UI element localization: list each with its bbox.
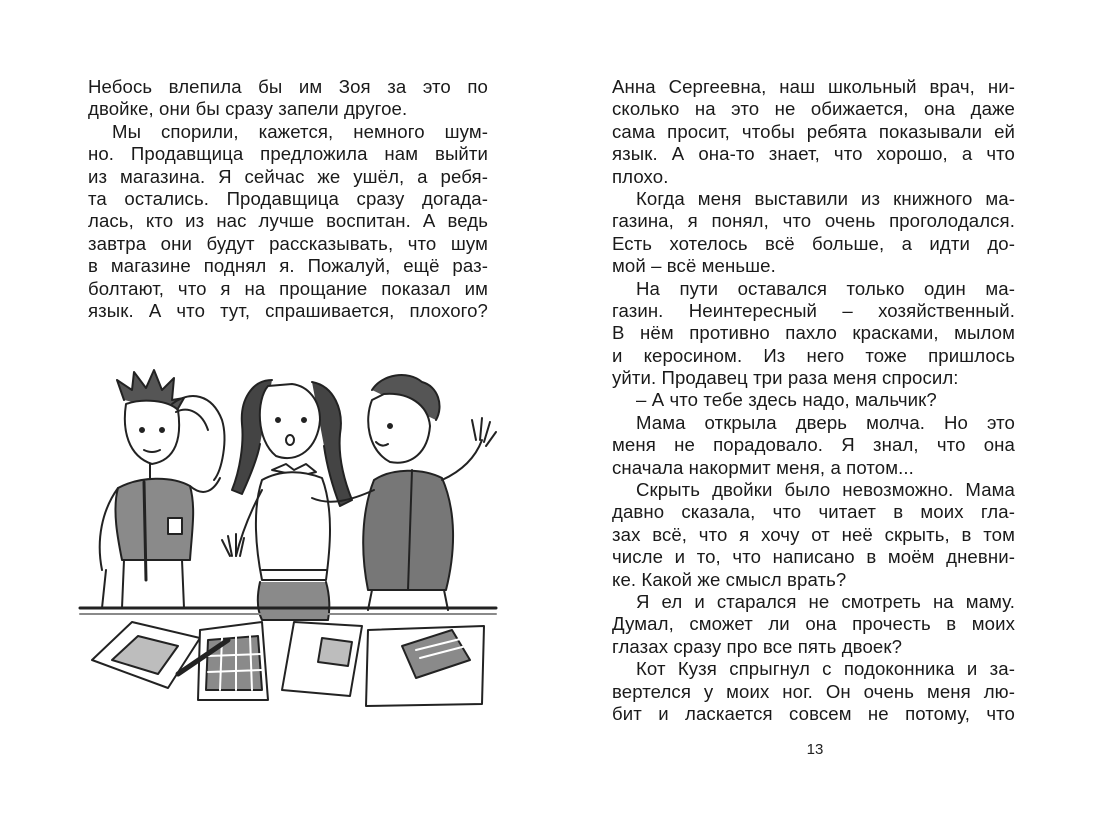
right-page-text: [612, 76, 1015, 725]
text-line: болтают, что я на прощание показал им: [88, 277, 488, 299]
text-line: плохо.: [612, 165, 669, 187]
text-line: меня не порадовало. Я знал, что она: [612, 434, 1015, 456]
text-line: но. Продавщица предложила нам выйти: [88, 143, 488, 165]
text-line: сколько на это не обижается, она даже: [612, 98, 1015, 120]
text-line: вертелся у моих ног. Он очень меня лю-: [612, 680, 1015, 702]
text-line: та остались. Продавщица сразу догада-: [88, 187, 488, 209]
text-line: из магазина. Я сейчас же ушёл, а ребя-: [88, 165, 488, 187]
text-line: Я ел и старался не смотреть на маму.: [636, 590, 1015, 612]
right-page: [550, 0, 1100, 825]
text-line: в магазине поднял я. Пожалуй, ещё раз-: [88, 255, 488, 277]
text-line: и керосином. Из него тоже пришлось: [612, 344, 1015, 366]
text-line: ке. Какой же смысл врать?: [612, 568, 847, 590]
text-line: мой – всё меньше.: [612, 255, 776, 277]
text-line: язык. А она-то знает, что хорошо, а что: [612, 143, 1015, 165]
left-page-text: [88, 76, 488, 322]
text-line: газин. Неинтересный – хозяйственный.: [612, 299, 1015, 321]
text-line: В нём противно пахло красками, мылом: [612, 322, 1015, 344]
text-line: Думал, сможет ли она прочесть в моих: [612, 613, 1015, 635]
text-line: уйти. Продавец три раза меня спросил:: [612, 367, 959, 389]
text-line: – А что тебе здесь надо, мальчик?: [636, 389, 937, 411]
text-line: Небось влепила бы им Зоя за это по: [88, 76, 488, 97]
text-line: На пути оставался только один ма-: [636, 277, 1015, 299]
notebooks: [92, 622, 484, 706]
text-line: Кот Кузя спрыгнул с подоконника и за-: [636, 658, 1015, 680]
text-line: числе и то, что написано в моём дневни-: [612, 546, 1015, 568]
page-number: 13: [806, 741, 824, 758]
text-line: давно сказала, что читает в моих гла-: [612, 501, 1015, 523]
text-line: бит и ласкается совсем не потому, что: [612, 702, 1015, 724]
text-line: зах всё, что я хочу от неё скрыть, в том: [612, 523, 1015, 545]
text-line: лась, кто из нас лучше воспитан. А ведь: [88, 210, 488, 232]
text-line: Мама открыла дверь молча. Но это: [636, 411, 1015, 433]
text-line: завтра они будут рассказывать, что шум: [88, 232, 488, 254]
text-line: двойке, они бы сразу запели другое.: [88, 98, 408, 120]
text-line: сначала накормит меня, а потом...: [612, 456, 914, 478]
text-line: газина, я понял, что очень проголодался.: [612, 210, 1015, 232]
text-line: Анна Сергеевна, наш школьный врач, ни-: [612, 76, 1015, 97]
text-line: язык. А что тут, спрашивается, плохого?: [88, 299, 488, 321]
text-line: Есть хотелось всё больше, а идти до-: [612, 232, 1015, 254]
text-line: сама просит, чтобы ребята показывали ей: [612, 120, 1015, 142]
text-line: глазах сразу про все пять двоек?: [612, 635, 903, 657]
left-boy-figure: [100, 370, 225, 608]
children-in-shop-illustration: [72, 360, 504, 720]
text-line: Мы спорили, кажется, немного шум-: [112, 120, 488, 142]
girl-figure: [222, 380, 352, 620]
text-line: Когда меня выставили из книжного ма-: [636, 187, 1015, 209]
text-line: Скрыть двойки было невозможно. Мама: [636, 479, 1015, 501]
